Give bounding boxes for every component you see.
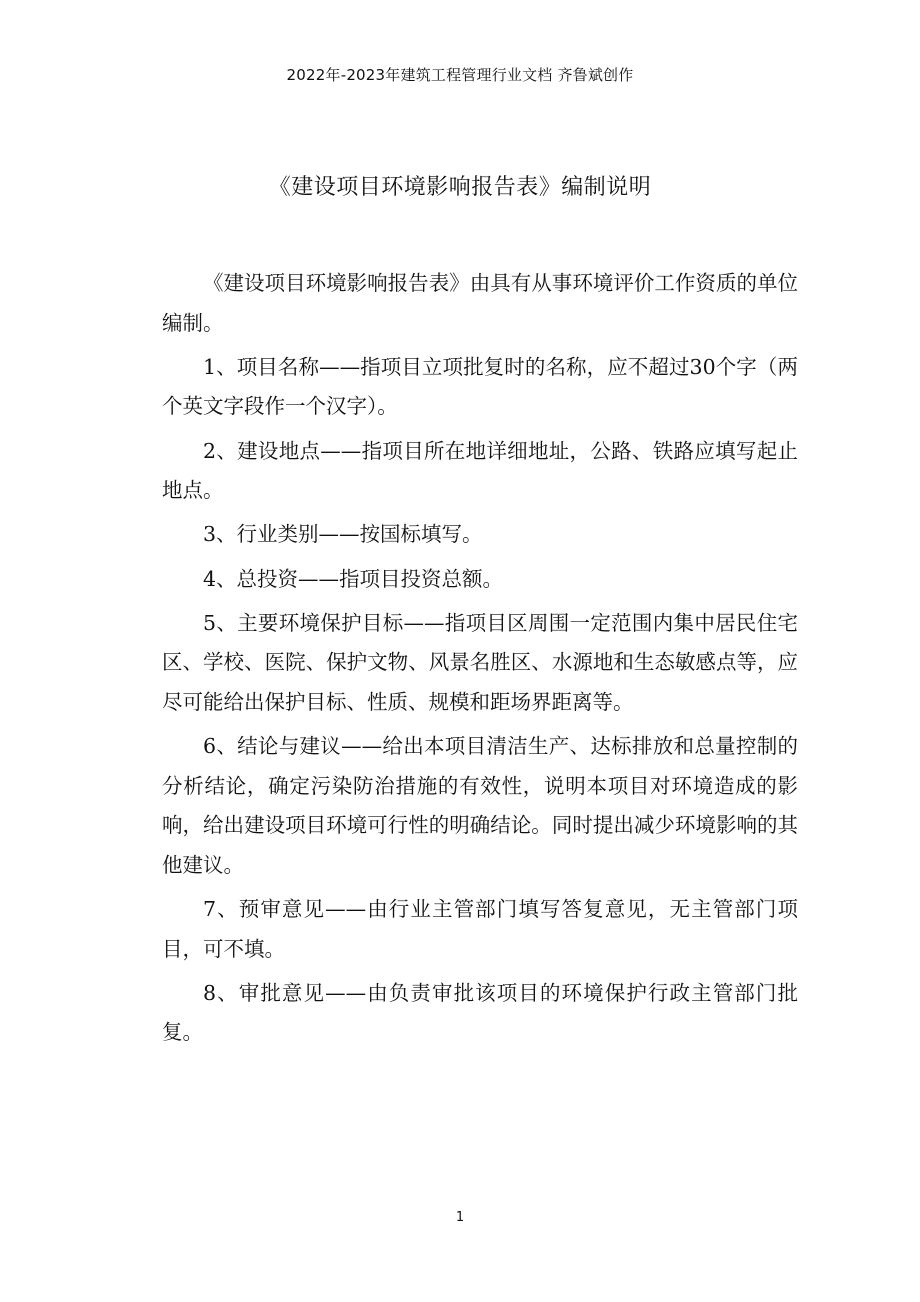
paragraph-item-5: 5、主要环境保护目标——指项目区周围一定范围内集中居民住宅区、学校、医院、保护文物、风景名胜区、水源地和生态敏感点等，应尽可能给出保护目标、性质、规模和距场界距离等。 [162, 610, 798, 714]
paragraph-item-8: 8、审批意见——由负责审批该项目的环境保护行政主管部门批复。 [162, 980, 798, 1045]
paragraph-item-3: 3、行业类别——按国标填写。 [203, 522, 483, 547]
paragraph-item-2: 2、建设地点——指项目所在地详细地址，公路、铁路应填写起止地点。 [162, 438, 798, 503]
paragraph-intro: 《建设项目环境影响报告表》由具有从事环境评价工作资质的单位编制。 [162, 271, 798, 335]
paragraph-item-4: 4、总投资——指项目投资总额。 [203, 566, 504, 591]
paragraph-item-1: 1、项目名称——指项目立项批复时的名称，应不超过30个字（两个英文字段作一个汉字）。 [162, 354, 798, 419]
page-header: 2022年-2023年建筑工程管理行业文档 齐鲁斌创作 [286, 66, 634, 84]
paragraph-item-7: 7、预审意见——由行业主管部门填写答复意见，无主管部门项目，可不填。 [162, 897, 798, 961]
paragraph-item-6: 6、结论与建议——给出本项目清洁生产、达标排放和总量控制的分析结论，确定污染防治措施的有效性，说明本项目对环境造成的影响，给出建设项目环境可行性的明确结论。同时提出减少环境影响的其他建议。 [162, 734, 798, 877]
document-body [162, 264, 798, 1058]
document-title: 《建设项目环境影响报告表》编制说明 [268, 175, 652, 200]
page-number: 1 [455, 1210, 465, 1225]
